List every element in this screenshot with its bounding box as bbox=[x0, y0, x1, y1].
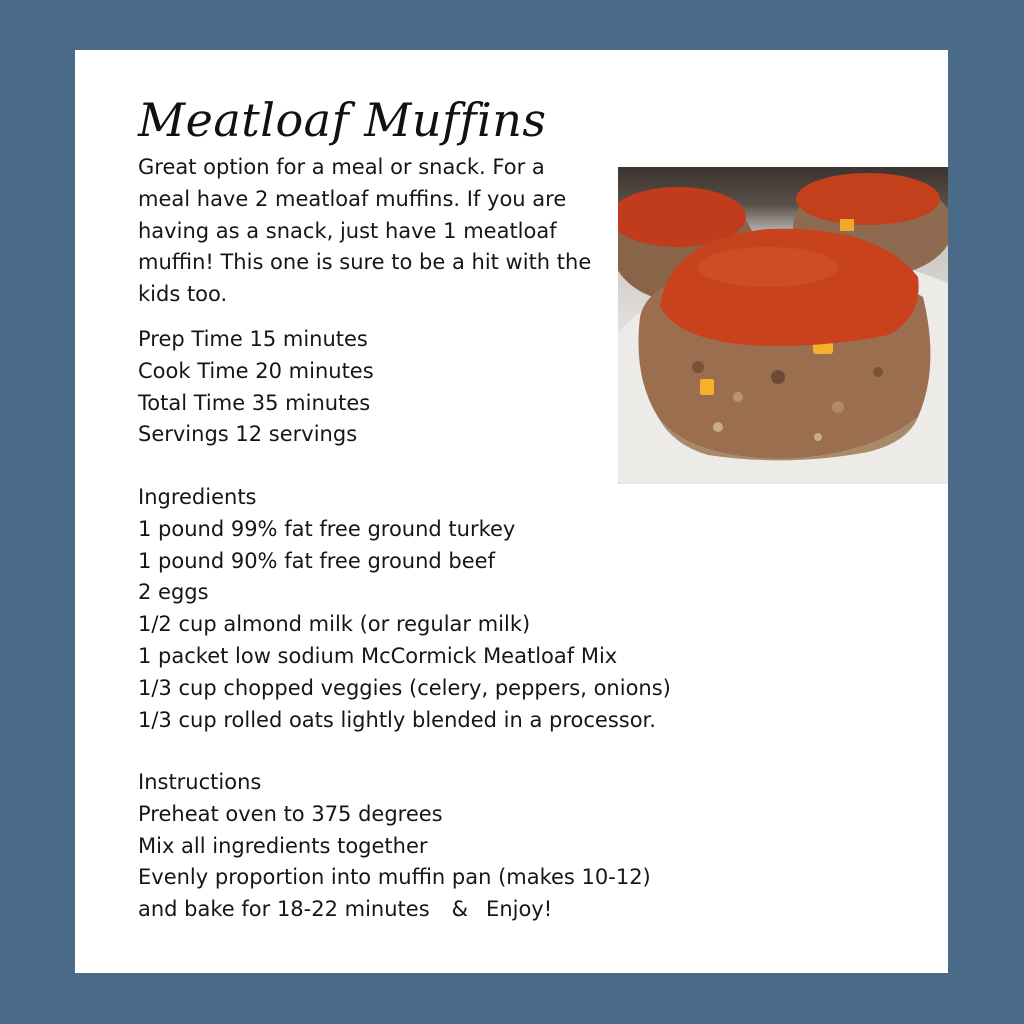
photo-illustration bbox=[618, 167, 948, 484]
recipe-card bbox=[75, 50, 948, 973]
ingredient-item: 2 eggs bbox=[138, 580, 209, 605]
instruction-step: Preheat oven to 375 degrees bbox=[138, 801, 443, 826]
instruction-step: Evenly proportion into muffin pan (makes 10-12) bbox=[138, 865, 651, 890]
final-ampersand: & bbox=[451, 897, 469, 922]
final-step-line bbox=[138, 894, 838, 926]
instruction-step: Mix all ingredients together bbox=[138, 833, 428, 858]
ingredients-section bbox=[138, 482, 838, 736]
meatloaf-muffins-photo bbox=[618, 167, 948, 484]
ingredient-item: 1/3 cup rolled oats lightly blended in a processor. bbox=[138, 707, 656, 732]
instructions-section bbox=[138, 767, 838, 926]
prep-time: Prep Time 15 minutes bbox=[138, 327, 368, 351]
instructions-heading: Instructions bbox=[138, 770, 262, 794]
ingredient-item: 1 packet low sodium McCormick Meatloaf Mix bbox=[138, 643, 618, 668]
ingredients-heading: Ingredients bbox=[138, 485, 257, 509]
ingredient-item: 1/3 cup chopped veggies (celery, peppers, onions) bbox=[138, 675, 671, 700]
recipe-times bbox=[138, 324, 558, 451]
intro-text: Great option for a meal or snack. For a meal have 2 meatloaf muffins. If you are having as a snack, just have 1 meatloaf muffin! This one is sure to be a hit with the kids too. bbox=[138, 155, 592, 307]
final-step: and bake for 18-22 minutes bbox=[138, 897, 430, 922]
ingredient-item: 1 pound 90% fat free ground beef bbox=[138, 548, 495, 573]
final-cheer: Enjoy! bbox=[486, 897, 553, 922]
recipe-title: Meatloaf Muffins bbox=[138, 93, 547, 147]
ingredient-item: 1 pound 99% fat free ground turkey bbox=[138, 516, 516, 541]
servings: Servings 12 servings bbox=[138, 422, 358, 447]
cook-time: Cook Time 20 minutes bbox=[138, 358, 374, 383]
ingredient-item: 1/2 cup almond milk (or regular milk) bbox=[138, 612, 531, 637]
recipe-intro bbox=[138, 152, 600, 311]
total-time: Total Time 35 minutes bbox=[138, 390, 371, 415]
